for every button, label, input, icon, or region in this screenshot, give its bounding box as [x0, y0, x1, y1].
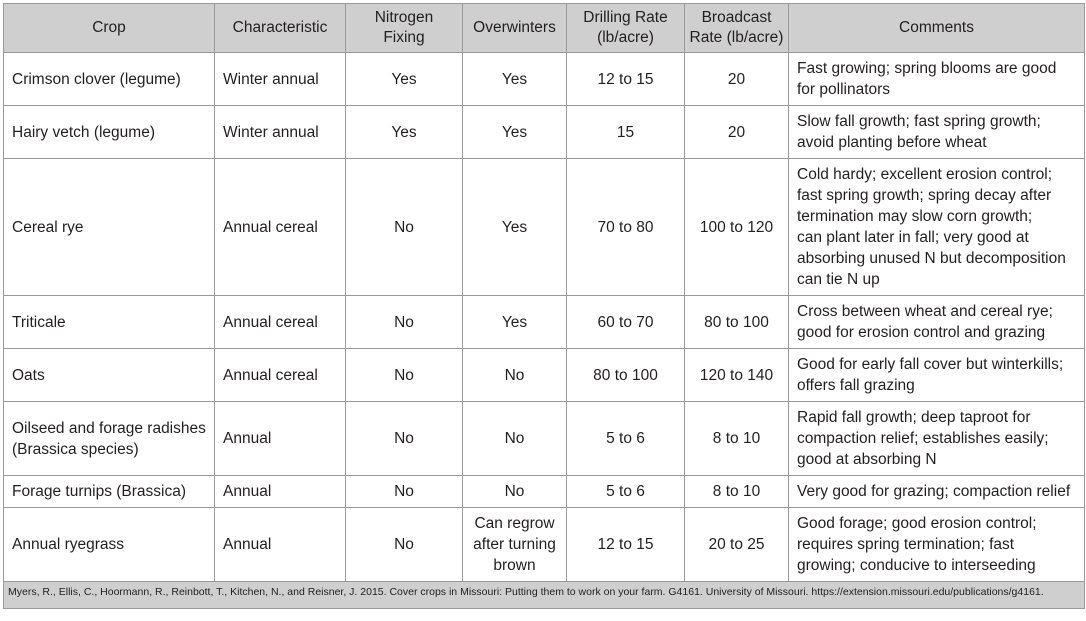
cell-drilling-rate: 5 to 6 — [567, 476, 685, 508]
table-row — [4, 159, 1085, 296]
table-row — [4, 296, 1085, 349]
cell-overwinters: Yes — [463, 159, 567, 296]
cell-overwinters: No — [463, 476, 567, 508]
cell-nitrogen-fixing: No — [346, 508, 463, 582]
source-citation: Myers, R., Ellis, C., Hoormann, R., Reinbott, T., Kitchen, N., and Reisner, J. 2015. Cover crops in Missouri: Putting them to work on your farm. G4161. University of Missouri. https://extension.missouri.edu/publications/g4161. — [4, 582, 1085, 609]
cell-drilling-rate: 60 to 70 — [567, 296, 685, 349]
cell-comments: Slow fall growth; fast spring growth; avoid planting before wheat — [789, 106, 1085, 159]
cell-comments: Rapid fall growth; deep taproot for compaction relief; establishes easily; good at absorbing N — [789, 402, 1085, 476]
cell-overwinters: Yes — [463, 106, 567, 159]
cell-broadcast-rate: 20 — [685, 106, 789, 159]
cell-nitrogen-fixing: Yes — [346, 53, 463, 106]
table-row — [4, 508, 1085, 582]
cell-characteristic: Annual cereal — [215, 159, 346, 296]
cell-overwinters: No — [463, 402, 567, 476]
table-row — [4, 476, 1085, 508]
cell-overwinters: No — [463, 349, 567, 402]
cell-crop: Cereal rye — [4, 159, 215, 296]
cell-broadcast-rate: 20 to 25 — [685, 508, 789, 582]
cell-crop: Oilseed and forage radishes (Brassica species) — [4, 402, 215, 476]
cover-crop-table — [3, 3, 1085, 609]
cell-drilling-rate: 80 to 100 — [567, 349, 685, 402]
cell-broadcast-rate: 80 to 100 — [685, 296, 789, 349]
cell-characteristic: Annual — [215, 402, 346, 476]
cell-overwinters: Yes — [463, 296, 567, 349]
cell-characteristic: Annual — [215, 508, 346, 582]
cell-drilling-rate: 15 — [567, 106, 685, 159]
header-comments: Comments — [789, 4, 1085, 53]
table-row — [4, 349, 1085, 402]
header-overwinters: Overwinters — [463, 4, 567, 53]
header-drilling-rate: Drilling Rate (lb/acre) — [567, 4, 685, 53]
header-nitrogen-fixing: Nitrogen Fixing — [346, 4, 463, 53]
cell-drilling-rate: 5 to 6 — [567, 402, 685, 476]
cell-characteristic: Annual — [215, 476, 346, 508]
table-row — [4, 106, 1085, 159]
cell-characteristic: Winter annual — [215, 106, 346, 159]
source-row — [4, 582, 1085, 609]
header-characteristic: Characteristic — [215, 4, 346, 53]
cell-comments: Cold hardy; excellent erosion control; fast spring growth; spring decay after termination may slow corn growth; can plant later in fall; very good at absorbing unused N but decomposition can tie N up — [789, 159, 1085, 296]
cell-characteristic: Annual cereal — [215, 349, 346, 402]
cell-crop: Oats — [4, 349, 215, 402]
header-crop: Crop — [4, 4, 215, 53]
cell-comments: Fast growing; spring blooms are good for pollinators — [789, 53, 1085, 106]
table-row — [4, 53, 1085, 106]
cell-characteristic: Winter annual — [215, 53, 346, 106]
cell-broadcast-rate: 8 to 10 — [685, 402, 789, 476]
cell-drilling-rate: 12 to 15 — [567, 508, 685, 582]
cell-nitrogen-fixing: No — [346, 296, 463, 349]
cell-overwinters: Yes — [463, 53, 567, 106]
cell-nitrogen-fixing: No — [346, 159, 463, 296]
cell-comments: Cross between wheat and cereal rye; good for erosion control and grazing — [789, 296, 1085, 349]
cell-nitrogen-fixing: No — [346, 402, 463, 476]
cover-crop-table-container — [3, 3, 1084, 609]
cell-comments: Good for early fall cover but winterkills; offers fall grazing — [789, 349, 1085, 402]
cell-crop: Crimson clover (legume) — [4, 53, 215, 106]
cell-nitrogen-fixing: No — [346, 476, 463, 508]
cell-comments: Very good for grazing; compaction relief — [789, 476, 1085, 508]
cell-drilling-rate: 12 to 15 — [567, 53, 685, 106]
cell-nitrogen-fixing: Yes — [346, 106, 463, 159]
cell-crop: Forage turnips (Brassica) — [4, 476, 215, 508]
table-row — [4, 402, 1085, 476]
cell-comments: Good forage; good erosion control; requires spring termination; fast growing; conducive to interseeding — [789, 508, 1085, 582]
cell-crop: Hairy vetch (legume) — [4, 106, 215, 159]
cell-broadcast-rate: 120 to 140 — [685, 349, 789, 402]
cell-crop: Triticale — [4, 296, 215, 349]
cell-drilling-rate: 70 to 80 — [567, 159, 685, 296]
cell-nitrogen-fixing: No — [346, 349, 463, 402]
cell-broadcast-rate: 8 to 10 — [685, 476, 789, 508]
cell-characteristic: Annual cereal — [215, 296, 346, 349]
header-broadcast-rate: Broadcast Rate (lb/acre) — [685, 4, 789, 53]
cell-crop: Annual ryegrass — [4, 508, 215, 582]
header-row — [4, 4, 1085, 53]
cell-broadcast-rate: 20 — [685, 53, 789, 106]
cell-broadcast-rate: 100 to 120 — [685, 159, 789, 296]
cell-overwinters: Can regrow after turning brown — [463, 508, 567, 582]
